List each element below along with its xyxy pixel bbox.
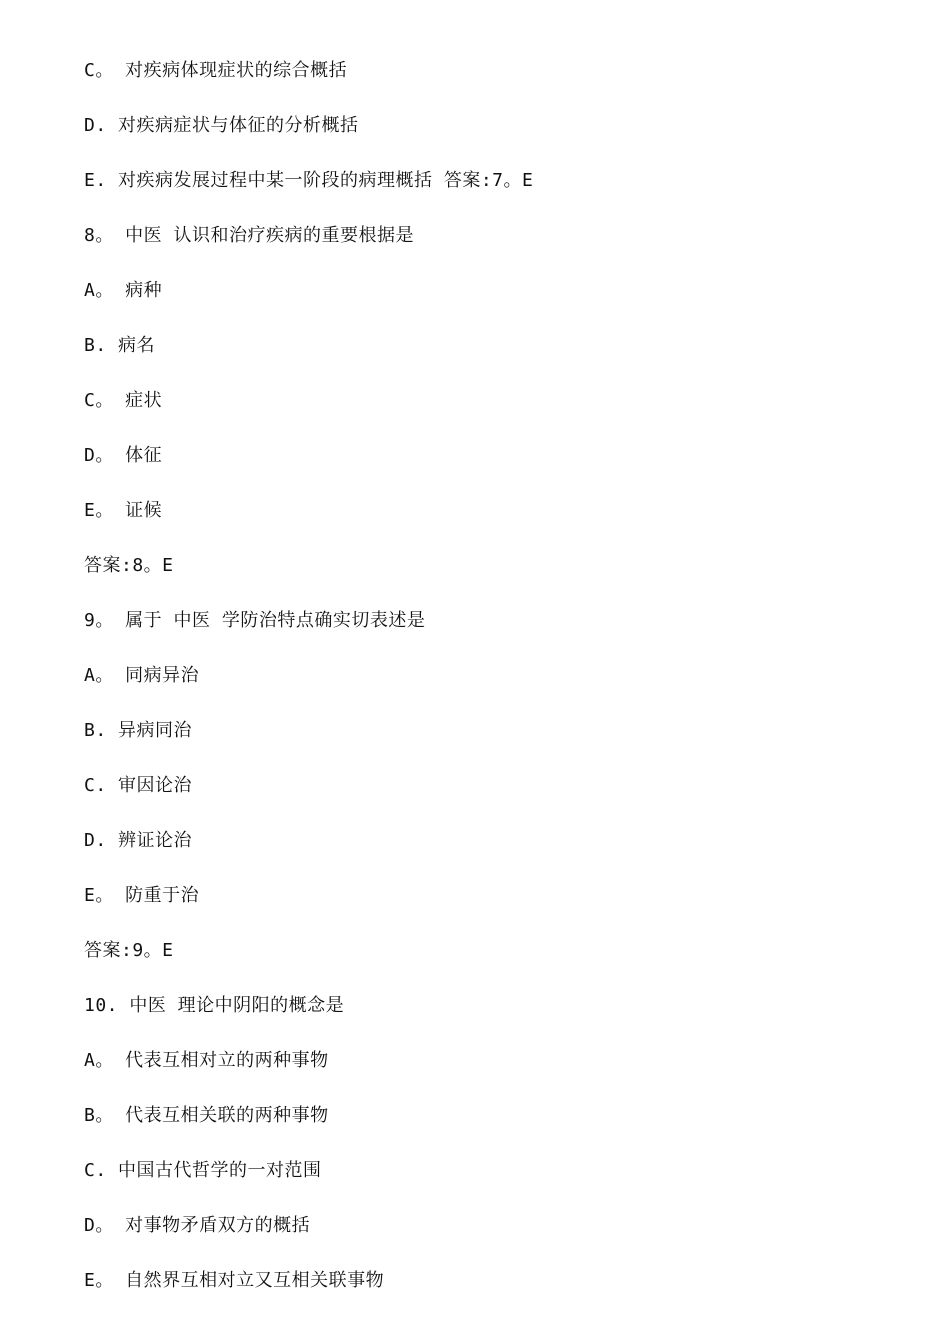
option-b-q8: B. 病名	[84, 335, 156, 356]
option-b-q9: B. 异病同治	[84, 720, 193, 741]
option-b-q10: B。 代表互相关联的两种事物	[84, 1105, 329, 1126]
option-d-q7: D. 对疾病症状与体征的分析概括	[84, 115, 359, 136]
option-e-q9: E。 防重于治	[84, 885, 200, 906]
option-e-q8: E。 证候	[84, 500, 163, 521]
question-9: 9。 属于 中医 学防治特点确实切表述是	[84, 610, 426, 631]
answer-q8: 答案:8。E	[84, 555, 174, 576]
question-8: 8。 中医 认识和治疗疾病的重要根据是	[84, 225, 415, 246]
option-e-q7-answer: E. 对疾病发展过程中某一阶段的病理概括 答案:7。E	[84, 170, 534, 191]
answer-q9: 答案:9。E	[84, 940, 174, 961]
option-c-q9: C. 审因论治	[84, 775, 193, 796]
question-10: 10. 中医 理论中阴阳的概念是	[84, 995, 345, 1016]
option-c-q7: C。 对疾病体现症状的综合概括	[84, 60, 348, 81]
option-a-q8: A。 病种	[84, 280, 163, 301]
option-c-q10: C. 中国古代哲学的一对范围	[84, 1160, 322, 1181]
option-d-q10: D。 对事物矛盾双方的概括	[84, 1215, 311, 1236]
option-d-q9: D. 辨证论治	[84, 830, 193, 851]
option-c-q8: C。 症状	[84, 390, 163, 411]
option-a-q9: A。 同病异治	[84, 665, 200, 686]
option-d-q8: D。 体征	[84, 445, 163, 466]
option-a-q10: A。 代表互相对立的两种事物	[84, 1050, 329, 1071]
option-e-q10: E。 自然界互相对立又互相关联事物	[84, 1270, 385, 1291]
